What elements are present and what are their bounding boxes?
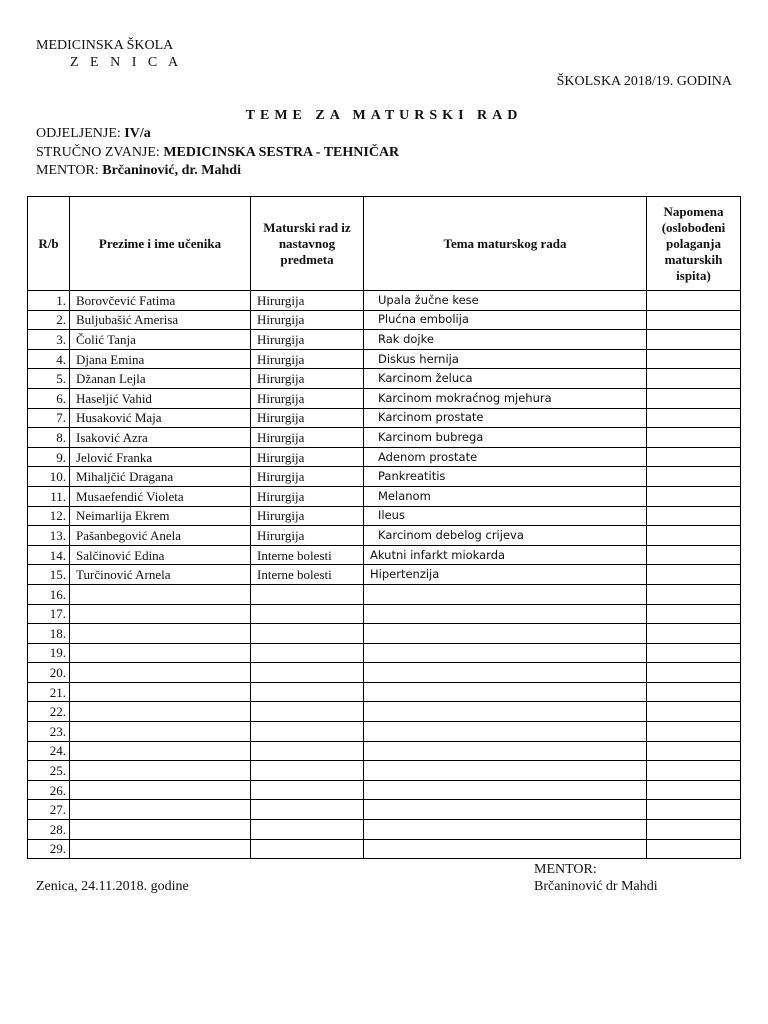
table-row bbox=[28, 800, 741, 820]
subject-cell: Hirurgija bbox=[251, 369, 364, 389]
row-number-cell: 3. bbox=[28, 330, 70, 350]
note-cell bbox=[647, 330, 741, 350]
department-label: ODJELJENJE: bbox=[36, 126, 121, 141]
student-name-cell: Pašanbegović Anela bbox=[70, 526, 251, 546]
profession-value: MEDICINSKA SESTRA - TEHNIČAR bbox=[163, 145, 400, 160]
topic-cell: Akutni infarkt miokarda bbox=[364, 545, 647, 565]
mentor-value: Brčaninović, dr. Mahdi bbox=[102, 163, 241, 178]
row-number-cell: 18. bbox=[28, 624, 70, 644]
topic-cell: Melanom bbox=[364, 486, 647, 506]
table-row bbox=[28, 447, 741, 467]
student-name-cell bbox=[70, 780, 251, 800]
row-number-cell: 5. bbox=[28, 369, 70, 389]
topic-cell bbox=[364, 761, 647, 781]
row-number-cell: 6. bbox=[28, 388, 70, 408]
note-cell bbox=[647, 682, 741, 702]
topic-cell bbox=[364, 643, 647, 663]
topic-cell: Karcinom mokraćnog mjehura bbox=[364, 388, 647, 408]
table-row bbox=[28, 584, 741, 604]
row-number-cell: 9. bbox=[28, 447, 70, 467]
topic-cell: Karcinom prostate bbox=[364, 408, 647, 428]
table-row bbox=[28, 486, 741, 506]
note-cell bbox=[647, 467, 741, 487]
student-name-cell bbox=[70, 741, 251, 761]
profession-line bbox=[36, 145, 399, 161]
table-row bbox=[28, 349, 741, 369]
row-number-cell: 20. bbox=[28, 663, 70, 683]
profession-label: STRUČNO ZVANJE: bbox=[36, 145, 160, 160]
note-cell bbox=[647, 447, 741, 467]
subject-cell: Hirurgija bbox=[251, 526, 364, 546]
row-number-cell: 13. bbox=[28, 526, 70, 546]
table-row bbox=[28, 682, 741, 702]
note-cell bbox=[647, 624, 741, 644]
subject-cell bbox=[251, 741, 364, 761]
row-number-cell: 24. bbox=[28, 741, 70, 761]
table-row bbox=[28, 526, 741, 546]
student-name-cell bbox=[70, 682, 251, 702]
row-number-cell: 4. bbox=[28, 349, 70, 369]
student-name-cell: Djana Emina bbox=[70, 349, 251, 369]
student-name-cell bbox=[70, 604, 251, 624]
row-number-cell: 12. bbox=[28, 506, 70, 526]
topic-cell bbox=[364, 780, 647, 800]
table-body bbox=[28, 291, 741, 859]
table-row bbox=[28, 741, 741, 761]
subject-cell bbox=[251, 682, 364, 702]
table-row bbox=[28, 467, 741, 487]
note-cell bbox=[647, 526, 741, 546]
note-cell bbox=[647, 643, 741, 663]
subject-cell bbox=[251, 643, 364, 663]
topic-cell bbox=[364, 702, 647, 722]
table-row bbox=[28, 565, 741, 585]
header-note: Napomena (oslobođeni polaganja maturskih ispita) bbox=[647, 197, 741, 291]
school-year: ŠKOLSKA 2018/19. GODINA bbox=[556, 74, 732, 89]
subject-cell: Hirurgija bbox=[251, 330, 364, 350]
table-row bbox=[28, 388, 741, 408]
subject-cell: Interne bolesti bbox=[251, 565, 364, 585]
subject-cell: Hirurgija bbox=[251, 428, 364, 448]
topic-cell bbox=[364, 604, 647, 624]
note-cell bbox=[647, 388, 741, 408]
student-name-cell: Musaefendić Violeta bbox=[70, 486, 251, 506]
subject-cell: Hirurgija bbox=[251, 408, 364, 428]
row-number-cell: 19. bbox=[28, 643, 70, 663]
subject-cell bbox=[251, 584, 364, 604]
topic-cell: Diskus hernija bbox=[364, 349, 647, 369]
student-name-cell bbox=[70, 722, 251, 742]
mentor-label: MENTOR: bbox=[36, 163, 99, 178]
topic-cell: Pankreatitis bbox=[364, 467, 647, 487]
table-row bbox=[28, 702, 741, 722]
note-cell bbox=[647, 780, 741, 800]
topics-table bbox=[27, 196, 741, 859]
table-row bbox=[28, 663, 741, 683]
subject-cell bbox=[251, 800, 364, 820]
student-name-cell: Haseljić Vahid bbox=[70, 388, 251, 408]
row-number-cell: 28. bbox=[28, 820, 70, 840]
student-name-cell: Turčinović Arnela bbox=[70, 565, 251, 585]
topic-cell: Rak dojke bbox=[364, 330, 647, 350]
student-name-cell bbox=[70, 761, 251, 781]
header-rb: R/b bbox=[28, 197, 70, 291]
student-name-cell: Mihaljčić Dragana bbox=[70, 467, 251, 487]
subject-cell: Hirurgija bbox=[251, 310, 364, 330]
topic-cell: Karcinom bubrega bbox=[364, 428, 647, 448]
mentor-line bbox=[36, 163, 241, 179]
topic-cell bbox=[364, 584, 647, 604]
subject-cell bbox=[251, 820, 364, 840]
row-number-cell: 10. bbox=[28, 467, 70, 487]
note-cell bbox=[647, 741, 741, 761]
table-row bbox=[28, 330, 741, 350]
note-cell bbox=[647, 369, 741, 389]
row-number-cell: 14. bbox=[28, 545, 70, 565]
topic-cell: Upala žučne kese bbox=[364, 291, 647, 311]
row-number-cell: 8. bbox=[28, 428, 70, 448]
subject-cell: Hirurgija bbox=[251, 388, 364, 408]
row-number-cell: 16. bbox=[28, 584, 70, 604]
note-cell bbox=[647, 291, 741, 311]
note-cell bbox=[647, 702, 741, 722]
note-cell bbox=[647, 486, 741, 506]
table-row bbox=[28, 643, 741, 663]
table-row bbox=[28, 604, 741, 624]
note-cell bbox=[647, 310, 741, 330]
department-line bbox=[36, 126, 151, 142]
footer-mentor-label: MENTOR: bbox=[534, 862, 597, 877]
row-number-cell: 15. bbox=[28, 565, 70, 585]
subject-cell: Interne bolesti bbox=[251, 545, 364, 565]
subject-cell: Hirurgija bbox=[251, 447, 364, 467]
student-name-cell: Jelović Franka bbox=[70, 447, 251, 467]
note-cell bbox=[647, 506, 741, 526]
table-row bbox=[28, 506, 741, 526]
place-date: Zenica, 24.11.2018. godine bbox=[36, 879, 189, 894]
header-student-name: Prezime i ime učenika bbox=[70, 197, 251, 291]
student-name-cell: Salčinović Edina bbox=[70, 545, 251, 565]
row-number-cell: 23. bbox=[28, 722, 70, 742]
subject-cell bbox=[251, 702, 364, 722]
row-number-cell: 22. bbox=[28, 702, 70, 722]
note-cell bbox=[647, 565, 741, 585]
table-row bbox=[28, 780, 741, 800]
note-cell bbox=[647, 663, 741, 683]
student-name-cell bbox=[70, 839, 251, 859]
row-number-cell: 29. bbox=[28, 839, 70, 859]
table-row bbox=[28, 291, 741, 311]
student-name-cell: Borovčević Fatima bbox=[70, 291, 251, 311]
row-number-cell: 1. bbox=[28, 291, 70, 311]
row-number-cell: 25. bbox=[28, 761, 70, 781]
student-name-cell bbox=[70, 624, 251, 644]
school-name: MEDICINSKA ŠKOLA bbox=[36, 38, 174, 53]
student-name-cell: Čolić Tanja bbox=[70, 330, 251, 350]
student-name-cell: Neimarlija Ekrem bbox=[70, 506, 251, 526]
topic-cell bbox=[364, 820, 647, 840]
row-number-cell: 27. bbox=[28, 800, 70, 820]
topic-cell: Karcinom debelog crijeva bbox=[364, 526, 647, 546]
table-row bbox=[28, 310, 741, 330]
student-name-cell bbox=[70, 800, 251, 820]
note-cell bbox=[647, 428, 741, 448]
topic-cell bbox=[364, 722, 647, 742]
row-number-cell: 21. bbox=[28, 682, 70, 702]
subject-cell: Hirurgija bbox=[251, 291, 364, 311]
note-cell bbox=[647, 545, 741, 565]
subject-cell bbox=[251, 604, 364, 624]
table-row bbox=[28, 820, 741, 840]
subject-cell bbox=[251, 780, 364, 800]
topic-cell bbox=[364, 663, 647, 683]
topic-cell bbox=[364, 741, 647, 761]
subject-cell bbox=[251, 761, 364, 781]
student-name-cell bbox=[70, 702, 251, 722]
table-row bbox=[28, 408, 741, 428]
row-number-cell: 2. bbox=[28, 310, 70, 330]
school-city: Z E N I C A bbox=[70, 55, 183, 70]
subject-cell: Hirurgija bbox=[251, 467, 364, 487]
topic-cell bbox=[364, 800, 647, 820]
topic-cell: Plućna embolija bbox=[364, 310, 647, 330]
department-value: IV/a bbox=[124, 126, 151, 141]
document-title: TEME ZA MATURSKI RAD bbox=[245, 108, 523, 123]
row-number-cell: 7. bbox=[28, 408, 70, 428]
row-number-cell: 26. bbox=[28, 780, 70, 800]
student-name-cell bbox=[70, 643, 251, 663]
note-cell bbox=[647, 800, 741, 820]
student-name-cell bbox=[70, 584, 251, 604]
note-cell bbox=[647, 820, 741, 840]
topic-cell bbox=[364, 839, 647, 859]
note-cell bbox=[647, 408, 741, 428]
topic-cell: Hipertenzija bbox=[364, 565, 647, 585]
row-number-cell: 17. bbox=[28, 604, 70, 624]
table-row bbox=[28, 369, 741, 389]
subject-cell: Hirurgija bbox=[251, 486, 364, 506]
header-topic: Tema maturskog rada bbox=[364, 197, 647, 291]
note-cell bbox=[647, 349, 741, 369]
table-header-row bbox=[28, 197, 741, 291]
student-name-cell: Buljubašić Amerisa bbox=[70, 310, 251, 330]
note-cell bbox=[647, 584, 741, 604]
note-cell bbox=[647, 722, 741, 742]
student-name-cell: Husaković Maja bbox=[70, 408, 251, 428]
subject-cell: Hirurgija bbox=[251, 349, 364, 369]
student-name-cell bbox=[70, 663, 251, 683]
subject-cell bbox=[251, 722, 364, 742]
table-row bbox=[28, 545, 741, 565]
subject-cell bbox=[251, 663, 364, 683]
table-row bbox=[28, 722, 741, 742]
table-row bbox=[28, 624, 741, 644]
topic-cell: Adenom prostate bbox=[364, 447, 647, 467]
student-name-cell: Džanan Lejla bbox=[70, 369, 251, 389]
student-name-cell bbox=[70, 820, 251, 840]
table-row bbox=[28, 428, 741, 448]
subject-cell bbox=[251, 839, 364, 859]
topic-cell: Karcinom želuca bbox=[364, 369, 647, 389]
subject-cell: Hirurgija bbox=[251, 506, 364, 526]
row-number-cell: 11. bbox=[28, 486, 70, 506]
subject-cell bbox=[251, 624, 364, 644]
footer-mentor-name: Brčaninović dr Mahdi bbox=[534, 879, 658, 894]
note-cell bbox=[647, 839, 741, 859]
table-row bbox=[28, 839, 741, 859]
topic-cell bbox=[364, 624, 647, 644]
student-name-cell: Isaković Azra bbox=[70, 428, 251, 448]
header-subject: Maturski rad iz nastavnog predmeta bbox=[251, 197, 364, 291]
topic-cell bbox=[364, 682, 647, 702]
topic-cell: Ileus bbox=[364, 506, 647, 526]
table-row bbox=[28, 761, 741, 781]
note-cell bbox=[647, 604, 741, 624]
note-cell bbox=[647, 761, 741, 781]
